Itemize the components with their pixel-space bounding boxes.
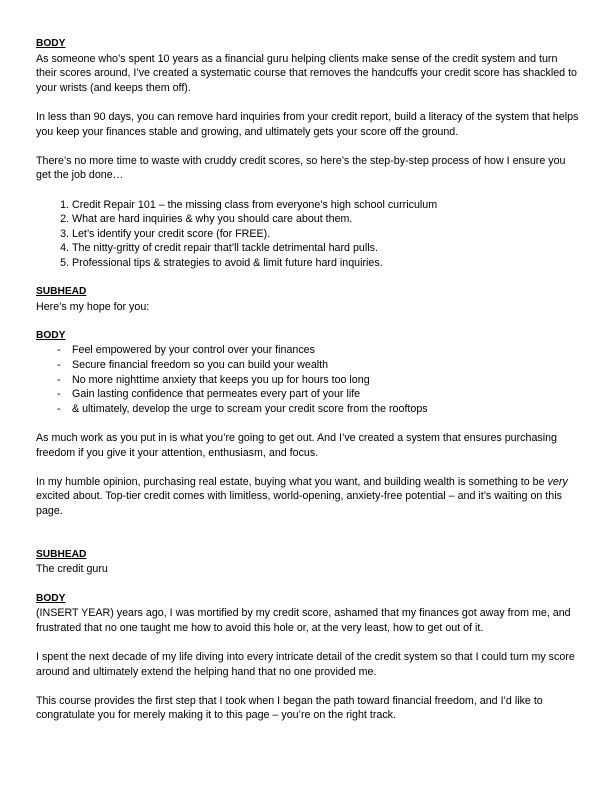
list-item: - Feel empowered by your control over your finances xyxy=(57,343,581,358)
subhead-text: Here’s my hope for you: xyxy=(36,300,150,313)
list-item: - & ultimately, develop the urge to scream your credit score from the rooftops xyxy=(57,402,581,417)
body-paragraph xyxy=(36,475,581,519)
list-item: 2. What are hard inquiries & why you should care about them. xyxy=(72,212,581,227)
paragraph-text: In my humble opinion, purchasing real estate, buying what you want, and building wealth is something to be xyxy=(36,475,548,488)
body-paragraph: As someone who’s spent 10 years as a financial guru helping clients make sense of the credit system and turn their scores around, I’ve created a systematic course that removes the handcuffs your credit score has shackled to your wrists (and keeps them off). xyxy=(36,52,577,94)
list-item: 5. Professional tips & strategies to avoid & limit future hard inquiries. xyxy=(72,256,581,271)
body-paragraph: As much work as you put in is what you’re going to get out. And I’ve created a system that ensures purchasing freedom if you give it your attention, enthusiasm, and focus. xyxy=(36,432,557,459)
hopes-list xyxy=(36,343,581,416)
subhead-text: The credit guru xyxy=(36,563,108,576)
list-item: 3. Let’s identify your credit score (for FREE). xyxy=(72,227,581,242)
list-item: - No more nighttime anxiety that keeps you up for hours too long xyxy=(57,373,581,388)
body-paragraph: There’s no more time to waste with cruddy credit scores, so here’s the step-by-step process of how I ensure you get the job done… xyxy=(36,154,566,182)
section-label-body: BODY xyxy=(36,592,66,604)
body-paragraph: This course provides the first step that I took when I began the path toward financial freedom, and I’d like to congratulate you for merely making it to this page – you’re on the right track. xyxy=(36,694,543,722)
body-paragraph: (INSERT YEAR) years ago, I was mortified by my credit score, ashamed that my finances got away from me, and frustrated that no one taught me how to avoid this hole or, at the very least, how to get out of it. xyxy=(36,607,571,634)
paragraph-text: excited about. Top-tier credit comes with limitless, world-opening, anxiety-free potential – and it’s waiting on this page. xyxy=(36,490,562,517)
emphasis-text: very xyxy=(547,475,568,488)
section-label-subhead: SUBHEAD xyxy=(36,548,87,560)
list-item: 1. Credit Repair 101 – the missing class from everyone’s high school curriculum xyxy=(72,198,581,213)
list-item: - Gain lasting confidence that permeates every part of your life xyxy=(57,387,581,402)
section-label-body: BODY xyxy=(36,38,66,49)
section-label-body: BODY xyxy=(36,329,66,341)
section-label-subhead: SUBHEAD xyxy=(36,286,87,298)
body-paragraph: In less than 90 days, you can remove hard inquiries from your credit report, build a literacy of the system that helps you keep your finances stable and growing, and ultimately gets your score off the ground. xyxy=(36,110,579,138)
list-item: - Secure financial freedom so you can build your wealth xyxy=(57,358,581,373)
body-paragraph: I spent the next decade of my life diving into every intricate detail of the credit system so that I could turn my score around and ultimately extend the helping hand that no one provided me. xyxy=(36,650,575,678)
steps-list xyxy=(36,198,581,271)
document-page xyxy=(36,37,581,723)
list-item: 4. The nitty-gritty of credit repair that’ll tackle detrimental hard pulls. xyxy=(72,241,581,256)
